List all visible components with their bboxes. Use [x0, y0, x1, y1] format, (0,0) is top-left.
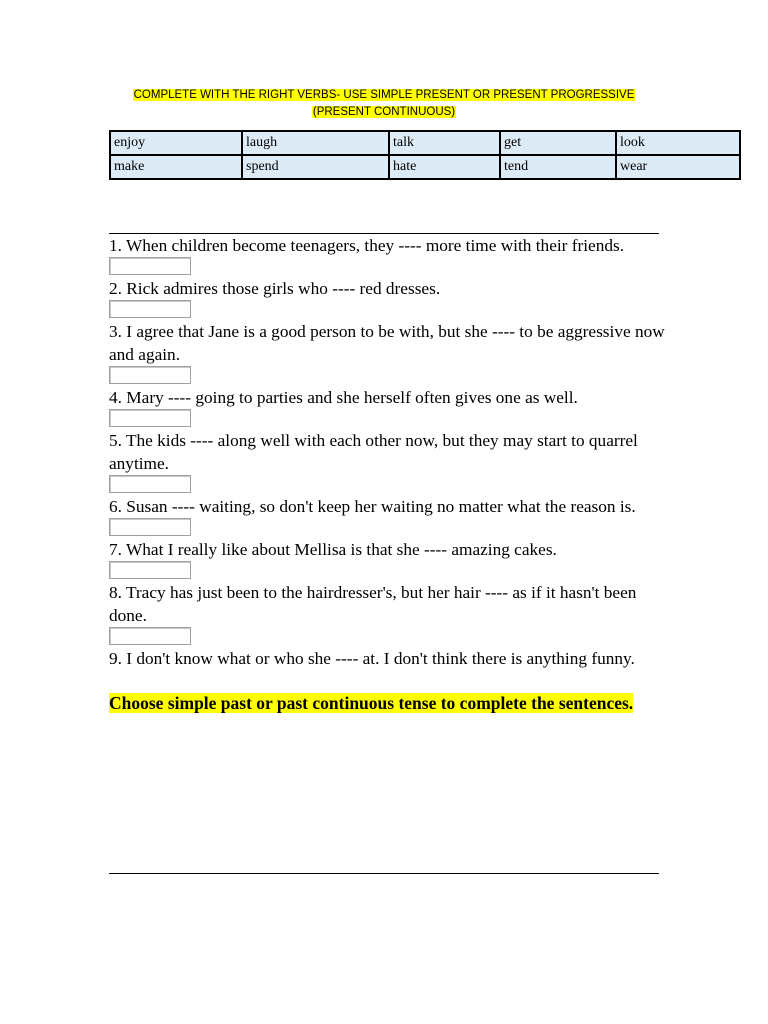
verb-table-row — [110, 131, 740, 155]
answer-field-4[interactable] — [109, 409, 191, 427]
verb-cell: spend — [242, 155, 389, 179]
section-2-heading-text: Choose simple past or past continuous tense to complete the sentences. — [109, 693, 634, 713]
verb-cell: wear — [616, 155, 740, 179]
question-9: 9. I don't know what or who she ---- at. I don't think there is anything funny. — [109, 649, 635, 668]
question-1: 1. When children become teenagers, they ---- more time with their friends. — [109, 236, 625, 255]
question-2: 2. Rick admires those girls who ---- red dresses. — [109, 279, 441, 298]
section-2-heading — [109, 692, 649, 715]
answer-field-2[interactable] — [109, 300, 191, 318]
question-5: 5. The kids ---- along well with each other now, but they may start to quarrel anytime. — [109, 431, 638, 473]
title-line-1: COMPLETE WITH THE RIGHT VERBS- USE SIMPLE PRESENT OR PRESENT PROGRESSIVE — [133, 89, 635, 101]
title-line-2: (PRESENT CONTINUOUS) — [312, 106, 456, 118]
answer-field-6[interactable] — [109, 518, 191, 536]
verb-cell: laugh — [242, 131, 389, 155]
worksheet-title — [0, 87, 768, 121]
question-3: 3. I agree that Jane is a good person to be with, but she ---- to be aggressive now and again. — [109, 322, 665, 364]
verb-cell: look — [616, 131, 740, 155]
answer-field-7[interactable] — [109, 561, 191, 579]
answer-field-1[interactable] — [109, 257, 191, 275]
verb-cell: talk — [389, 131, 500, 155]
verb-cell: hate — [389, 155, 500, 179]
question-7: 7. What I really like about Mellisa is that she ---- amazing cakes. — [109, 540, 557, 559]
verb-cell: tend — [500, 155, 616, 179]
verb-cell: enjoy — [110, 131, 242, 155]
verb-cell: make — [110, 155, 242, 179]
question-6: 6. Susan ---- waiting, so don't keep her waiting no matter what the reason is. — [109, 497, 636, 516]
verb-table-row — [110, 155, 740, 179]
answer-field-8[interactable] — [109, 627, 191, 645]
answer-field-3[interactable] — [109, 366, 191, 384]
verb-cell: get — [500, 131, 616, 155]
question-4: 4. Mary ---- going to parties and she herself often gives one as well. — [109, 388, 578, 407]
bottom-divider — [109, 873, 659, 874]
verb-table — [109, 130, 741, 180]
answer-field-5[interactable] — [109, 475, 191, 493]
question-list — [109, 234, 665, 715]
question-8: 8. Tracy has just been to the hairdresser's, but her hair ---- as if it hasn't been done. — [109, 583, 637, 625]
